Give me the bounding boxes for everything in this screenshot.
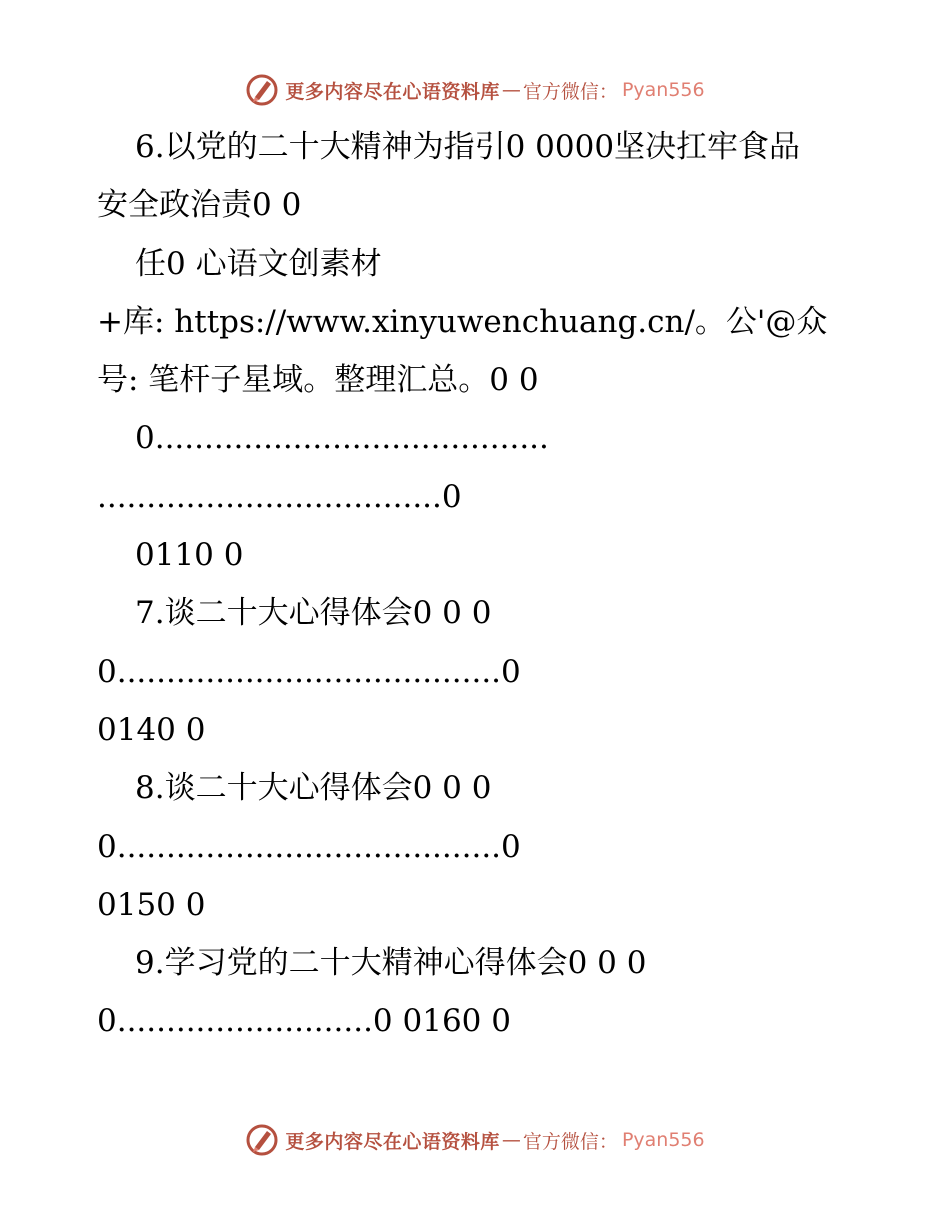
toc-leader-line: 0.......................................0 xyxy=(97,828,521,865)
toc-entry-line: 号: 笔杆子星域。整理汇总。0 0 xyxy=(97,362,539,399)
toc-entry-line: 7.谈二十大心得体会0 0 0 xyxy=(135,595,492,632)
toc-entry-line: 9.学习党的二十大精神心得体会0 0 0 xyxy=(135,945,647,982)
toc-leader-line: 0........................................ xyxy=(135,420,549,457)
banner-title: 更多内容尽在心语资料库 xyxy=(285,1130,500,1153)
toc-entry-line: 安全政治责0 0 xyxy=(97,187,302,224)
pen-logo-icon xyxy=(245,73,279,107)
banner-title: 更多内容尽在心语资料库 xyxy=(285,80,500,103)
document-body xyxy=(97,118,857,1051)
banner-wechat-id: Pyan556 xyxy=(621,79,705,101)
toc-leader-line: 0.......................................0 xyxy=(97,653,521,690)
banner-dash: — xyxy=(501,79,521,101)
toc-page-number: 0150 0 xyxy=(97,886,206,923)
toc-page-number: 0110 0 xyxy=(135,537,244,574)
footer-banner xyxy=(0,1120,950,1160)
toc-entry-line: +库: https://www.xinyuwenchuang.cn/。公'@众 xyxy=(97,303,828,340)
toc-leader-line: 0..........................0 0160 0 xyxy=(97,1003,511,1040)
pen-logo-icon xyxy=(245,1123,279,1157)
banner-wechat-label: 官方微信： xyxy=(522,80,618,103)
toc-entry-line: 任0 心语文创素材 xyxy=(135,245,382,282)
toc-leader-line: ...................................0 xyxy=(97,478,462,515)
toc-entry-line: 6.以党的二十大精神为指引0 0000坚决扛牢食品 xyxy=(135,129,801,165)
banner-dash: — xyxy=(501,1129,521,1151)
toc-page-number: 0140 0 xyxy=(97,711,206,748)
header-banner xyxy=(0,70,950,110)
banner-wechat-id: Pyan556 xyxy=(621,1129,705,1151)
banner-wechat-label: 官方微信： xyxy=(522,1130,618,1153)
toc-entry-line: 8.谈二十大心得体会0 0 0 xyxy=(135,770,492,807)
